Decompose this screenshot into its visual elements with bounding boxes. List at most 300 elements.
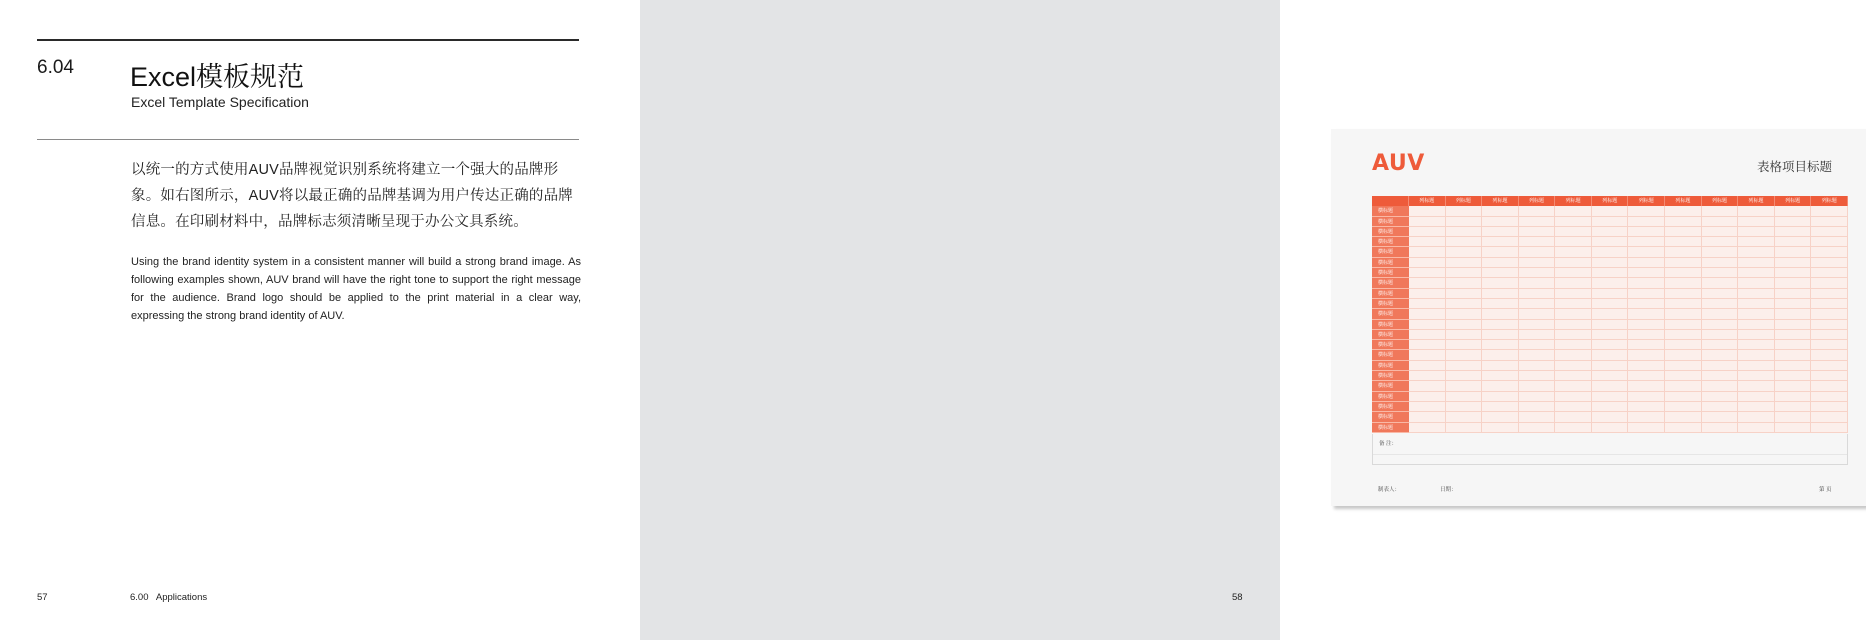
table-cell <box>1446 299 1483 309</box>
table-cell <box>1446 278 1483 288</box>
table-cell <box>1482 412 1519 422</box>
table-cell <box>1628 402 1665 412</box>
table-cell <box>1482 330 1519 340</box>
table-cell <box>1702 412 1739 422</box>
table-cell <box>1811 320 1848 330</box>
table-cell <box>1665 361 1702 371</box>
table-cell <box>1628 320 1665 330</box>
table-cell <box>1665 206 1702 216</box>
table-cell <box>1702 423 1739 433</box>
table-cell <box>1738 258 1775 268</box>
table-cell <box>1665 340 1702 350</box>
row-header: 横标题 <box>1372 258 1409 268</box>
table-cell <box>1555 340 1592 350</box>
table-cell <box>1665 278 1702 288</box>
spreadsheet-grid <box>1372 196 1848 433</box>
table-cell <box>1702 258 1739 268</box>
row-header: 横标题 <box>1372 247 1409 257</box>
table-cell <box>1555 247 1592 257</box>
notes-line <box>1373 454 1847 455</box>
table-cell <box>1446 247 1483 257</box>
table-cell <box>1811 206 1848 216</box>
table-cell <box>1555 392 1592 402</box>
table-cell <box>1555 330 1592 340</box>
table-cell <box>1519 206 1556 216</box>
table-cell <box>1775 371 1812 381</box>
table-cell <box>1665 320 1702 330</box>
table-cell <box>1555 227 1592 237</box>
table-cell <box>1775 340 1812 350</box>
table-cell <box>1409 217 1446 227</box>
table-cell <box>1482 268 1519 278</box>
table-cell <box>1628 350 1665 360</box>
table-cell <box>1775 278 1812 288</box>
table-cell <box>1702 278 1739 288</box>
table-cell <box>1775 350 1812 360</box>
table-cell <box>1628 237 1665 247</box>
table-cell <box>1628 423 1665 433</box>
table-cell <box>1592 217 1629 227</box>
table-cell <box>1775 289 1812 299</box>
table-cell <box>1811 412 1848 422</box>
table-cell <box>1519 217 1556 227</box>
table-cell <box>1738 381 1775 391</box>
table-cell <box>1482 320 1519 330</box>
row-header: 横标题 <box>1372 402 1409 412</box>
table-cell <box>1665 268 1702 278</box>
divider-rule <box>37 139 579 140</box>
table-cell <box>1592 309 1629 319</box>
table-cell <box>1702 227 1739 237</box>
table-cell <box>1811 381 1848 391</box>
table-cell <box>1738 412 1775 422</box>
table-cell <box>1702 361 1739 371</box>
table-cell <box>1628 206 1665 216</box>
table-cell <box>1665 350 1702 360</box>
table-cell <box>1555 371 1592 381</box>
table-cell <box>1811 289 1848 299</box>
table-cell <box>1665 330 1702 340</box>
table-cell <box>1555 278 1592 288</box>
page-number-left: 57 <box>37 592 48 603</box>
table-cell <box>1409 320 1446 330</box>
table-cell <box>1446 381 1483 391</box>
column-header: 列标题 <box>1702 196 1739 206</box>
table-cell <box>1446 340 1483 350</box>
table-cell <box>1738 423 1775 433</box>
table-cell <box>1482 423 1519 433</box>
table-cell <box>1482 278 1519 288</box>
table-cell <box>1738 309 1775 319</box>
table-cell <box>1519 268 1556 278</box>
table-cell <box>1409 361 1446 371</box>
table-cell <box>1811 371 1848 381</box>
table-cell <box>1811 268 1848 278</box>
table-cell <box>1665 402 1702 412</box>
row-header: 横标题 <box>1372 330 1409 340</box>
table-cell <box>1409 412 1446 422</box>
table-cell <box>1811 330 1848 340</box>
table-cell <box>1665 258 1702 268</box>
row-header: 横标题 <box>1372 392 1409 402</box>
table-cell <box>1775 227 1812 237</box>
table-cell <box>1665 289 1702 299</box>
table-cell <box>1738 237 1775 247</box>
table-cell <box>1702 381 1739 391</box>
table-cell <box>1555 268 1592 278</box>
table-cell <box>1628 289 1665 299</box>
row-header: 横标题 <box>1372 309 1409 319</box>
table-cell <box>1519 381 1556 391</box>
table-cell <box>1738 330 1775 340</box>
excel-template-sheet <box>1331 129 1866 506</box>
table-cell <box>1409 206 1446 216</box>
table-cell <box>1482 227 1519 237</box>
table-cell <box>1482 206 1519 216</box>
table-cell <box>1592 227 1629 237</box>
table-cell <box>1775 299 1812 309</box>
table-cell <box>1811 217 1848 227</box>
table-title: 表格项目标题 <box>1756 160 1832 174</box>
table-cell <box>1738 227 1775 237</box>
table-cell <box>1628 309 1665 319</box>
table-cell <box>1409 289 1446 299</box>
column-header: 列标题 <box>1665 196 1702 206</box>
row-header: 横标题 <box>1372 361 1409 371</box>
table-cell <box>1409 330 1446 340</box>
header-corner-cell <box>1372 196 1409 206</box>
table-cell <box>1628 278 1665 288</box>
table-cell <box>1482 340 1519 350</box>
row-header: 横标题 <box>1372 423 1409 433</box>
table-cell <box>1738 206 1775 216</box>
table-cell <box>1555 381 1592 391</box>
table-cell <box>1702 247 1739 257</box>
table-cell <box>1446 412 1483 422</box>
table-cell <box>1702 392 1739 402</box>
row-header: 横标题 <box>1372 381 1409 391</box>
table-cell <box>1409 371 1446 381</box>
table-cell <box>1592 330 1629 340</box>
row-header: 横标题 <box>1372 371 1409 381</box>
table-cell <box>1519 278 1556 288</box>
table-cell <box>1775 381 1812 391</box>
table-cell <box>1409 309 1446 319</box>
date-label: 日期： <box>1440 487 1457 493</box>
table-cell <box>1628 227 1665 237</box>
table-cell <box>1665 247 1702 257</box>
table-cell <box>1482 392 1519 402</box>
table-cell <box>1738 247 1775 257</box>
column-header: 列标题 <box>1482 196 1519 206</box>
table-cell <box>1775 247 1812 257</box>
table-cell <box>1482 299 1519 309</box>
table-cell <box>1446 350 1483 360</box>
table-cell <box>1592 412 1629 422</box>
table-cell <box>1482 361 1519 371</box>
table-cell <box>1628 217 1665 227</box>
table-cell <box>1738 392 1775 402</box>
table-cell <box>1482 309 1519 319</box>
column-header: 列标题 <box>1775 196 1812 206</box>
table-cell <box>1409 340 1446 350</box>
table-cell <box>1628 381 1665 391</box>
table-cell <box>1592 237 1629 247</box>
column-header: 列标题 <box>1409 196 1446 206</box>
table-cell <box>1738 371 1775 381</box>
table-cell <box>1702 402 1739 412</box>
row-header: 横标题 <box>1372 278 1409 288</box>
table-cell <box>1738 289 1775 299</box>
table-cell <box>1446 237 1483 247</box>
table-cell <box>1446 268 1483 278</box>
table-cell <box>1628 340 1665 350</box>
row-header: 横标题 <box>1372 289 1409 299</box>
column-header: 列标题 <box>1811 196 1848 206</box>
table-cell <box>1811 247 1848 257</box>
table-cell <box>1811 350 1848 360</box>
column-header: 列标题 <box>1519 196 1556 206</box>
table-cell <box>1628 371 1665 381</box>
table-cell <box>1519 340 1556 350</box>
table-cell <box>1775 309 1812 319</box>
table-cell <box>1555 237 1592 247</box>
table-cell <box>1592 247 1629 257</box>
description-en: Using the brand identity system in a consistent manner will build a strong brand image. As following examples shown, AUV brand will have the right tone to support the right message for the audience. Brand logo should be applied to the print material in a clear way, expressing the strong brand identity of AUV. <box>131 256 581 322</box>
table-cell <box>1811 258 1848 268</box>
table-cell <box>1592 381 1629 391</box>
column-header: 列标题 <box>1555 196 1592 206</box>
table-cell <box>1811 309 1848 319</box>
table-cell <box>1446 309 1483 319</box>
table-cell <box>1592 206 1629 216</box>
table-cell <box>1482 247 1519 257</box>
table-cell <box>1665 237 1702 247</box>
table-cell <box>1628 268 1665 278</box>
column-header: 列标题 <box>1738 196 1775 206</box>
table-cell <box>1775 412 1812 422</box>
column-header: 列标题 <box>1592 196 1629 206</box>
table-cell <box>1519 361 1556 371</box>
section-number: 6.04 <box>37 57 74 78</box>
table-cell <box>1592 258 1629 268</box>
table-cell <box>1446 289 1483 299</box>
table-cell <box>1811 402 1848 412</box>
table-cell <box>1519 309 1556 319</box>
table-cell <box>1592 402 1629 412</box>
table-cell <box>1702 320 1739 330</box>
table-cell <box>1592 392 1629 402</box>
table-cell <box>1702 350 1739 360</box>
table-cell <box>1775 402 1812 412</box>
table-cell <box>1702 268 1739 278</box>
table-cell <box>1446 402 1483 412</box>
table-cell <box>1811 227 1848 237</box>
table-cell <box>1702 217 1739 227</box>
table-cell <box>1702 340 1739 350</box>
table-cell <box>1702 289 1739 299</box>
table-cell <box>1446 258 1483 268</box>
table-cell <box>1446 330 1483 340</box>
table-cell <box>1482 350 1519 360</box>
description-cn: 以统一的方式使用AUV品牌视觉识别系统将建立一个强大的品牌形象。如右图所示，AUV将以最正确的品牌基调为用户传达正确的品牌信息。在印刷材料中，品牌标志须清晰呈现于办公文具系统。 <box>131 162 574 230</box>
table-cell <box>1738 278 1775 288</box>
table-cell <box>1775 320 1812 330</box>
page-count-label: 第 页 <box>1819 487 1832 493</box>
table-cell <box>1555 402 1592 412</box>
table-cell <box>1665 392 1702 402</box>
table-cell <box>1446 217 1483 227</box>
table-cell <box>1409 299 1446 309</box>
table-cell <box>1519 227 1556 237</box>
table-cell <box>1738 340 1775 350</box>
table-cell <box>1482 217 1519 227</box>
table-cell <box>1482 289 1519 299</box>
table-cell <box>1482 237 1519 247</box>
table-cell <box>1592 289 1629 299</box>
maker-label: 制表人： <box>1378 487 1401 493</box>
table-cell <box>1592 361 1629 371</box>
page-title-cn: Excel模板规范 <box>130 62 305 92</box>
table-cell <box>1519 350 1556 360</box>
table-cell <box>1519 237 1556 247</box>
table-cell <box>1446 423 1483 433</box>
table-cell <box>1775 258 1812 268</box>
table-cell <box>1409 381 1446 391</box>
table-cell <box>1628 412 1665 422</box>
table-cell <box>1555 289 1592 299</box>
table-cell <box>1446 227 1483 237</box>
table-cell <box>1665 371 1702 381</box>
table-cell <box>1592 278 1629 288</box>
page-number-right: 58 <box>1232 592 1243 603</box>
table-cell <box>1702 206 1739 216</box>
table-cell <box>1811 340 1848 350</box>
table-cell <box>1519 423 1556 433</box>
row-header: 横标题 <box>1372 217 1409 227</box>
table-cell <box>1702 299 1739 309</box>
table-cell <box>1775 217 1812 227</box>
table-cell <box>1665 423 1702 433</box>
table-cell <box>1446 371 1483 381</box>
table-cell <box>1775 330 1812 340</box>
table-cell <box>1665 217 1702 227</box>
table-cell <box>1592 268 1629 278</box>
table-cell <box>1519 299 1556 309</box>
table-cell <box>1555 350 1592 360</box>
table-cell <box>1555 412 1592 422</box>
table-cell <box>1409 258 1446 268</box>
table-cell <box>1409 268 1446 278</box>
table-cell <box>1628 361 1665 371</box>
table-cell <box>1665 412 1702 422</box>
table-cell <box>1738 217 1775 227</box>
page-title-en: Excel Template Specification <box>131 94 309 110</box>
table-cell <box>1775 392 1812 402</box>
table-cell <box>1592 299 1629 309</box>
table-cell <box>1555 361 1592 371</box>
row-header: 横标题 <box>1372 268 1409 278</box>
table-cell <box>1482 371 1519 381</box>
table-cell <box>1592 423 1629 433</box>
table-cell <box>1519 289 1556 299</box>
table-cell <box>1555 320 1592 330</box>
column-header: 列标题 <box>1446 196 1483 206</box>
right-page <box>640 0 1837 640</box>
table-cell <box>1811 299 1848 309</box>
table-cell <box>1409 227 1446 237</box>
table-cell <box>1811 361 1848 371</box>
footer-section-label: 6.00 Applications <box>130 592 208 603</box>
table-cell <box>1738 268 1775 278</box>
table-cell <box>1555 309 1592 319</box>
table-cell <box>1519 320 1556 330</box>
table-cell <box>1628 258 1665 268</box>
table-cell <box>1409 237 1446 247</box>
notes-box <box>1372 434 1848 465</box>
table-cell <box>1592 320 1629 330</box>
table-cell <box>1409 278 1446 288</box>
table-cell <box>1409 247 1446 257</box>
table-cell <box>1409 423 1446 433</box>
table-cell <box>1628 299 1665 309</box>
table-cell <box>1592 350 1629 360</box>
table-cell <box>1446 320 1483 330</box>
table-cell <box>1665 381 1702 391</box>
table-cell <box>1628 247 1665 257</box>
table-cell <box>1702 309 1739 319</box>
table-cell <box>1555 299 1592 309</box>
row-header: 横标题 <box>1372 237 1409 247</box>
table-cell <box>1555 217 1592 227</box>
auv-logo: AUV <box>1372 151 1425 176</box>
row-header: 横标题 <box>1372 299 1409 309</box>
table-cell <box>1738 402 1775 412</box>
table-cell <box>1482 402 1519 412</box>
row-header: 横标题 <box>1372 227 1409 237</box>
table-cell <box>1519 412 1556 422</box>
table-cell <box>1409 350 1446 360</box>
table-cell <box>1665 309 1702 319</box>
table-cell <box>1665 227 1702 237</box>
table-cell <box>1446 206 1483 216</box>
table-cell <box>1628 330 1665 340</box>
column-header: 列标题 <box>1628 196 1665 206</box>
top-rule <box>37 39 579 41</box>
table-cell <box>1482 258 1519 268</box>
table-cell <box>1482 381 1519 391</box>
table-cell <box>1519 330 1556 340</box>
table-cell <box>1446 392 1483 402</box>
row-header: 横标题 <box>1372 350 1409 360</box>
table-cell <box>1775 361 1812 371</box>
table-cell <box>1519 392 1556 402</box>
table-cell <box>1555 258 1592 268</box>
table-cell <box>1738 361 1775 371</box>
table-cell <box>1738 299 1775 309</box>
row-header: 横标题 <box>1372 320 1409 330</box>
table-cell <box>1738 350 1775 360</box>
table-cell <box>1665 299 1702 309</box>
row-header: 横标题 <box>1372 206 1409 216</box>
table-cell <box>1775 206 1812 216</box>
table-cell <box>1775 423 1812 433</box>
table-cell <box>1519 402 1556 412</box>
table-cell <box>1519 258 1556 268</box>
table-cell <box>1811 237 1848 247</box>
table-cell <box>1775 237 1812 247</box>
table-cell <box>1811 278 1848 288</box>
